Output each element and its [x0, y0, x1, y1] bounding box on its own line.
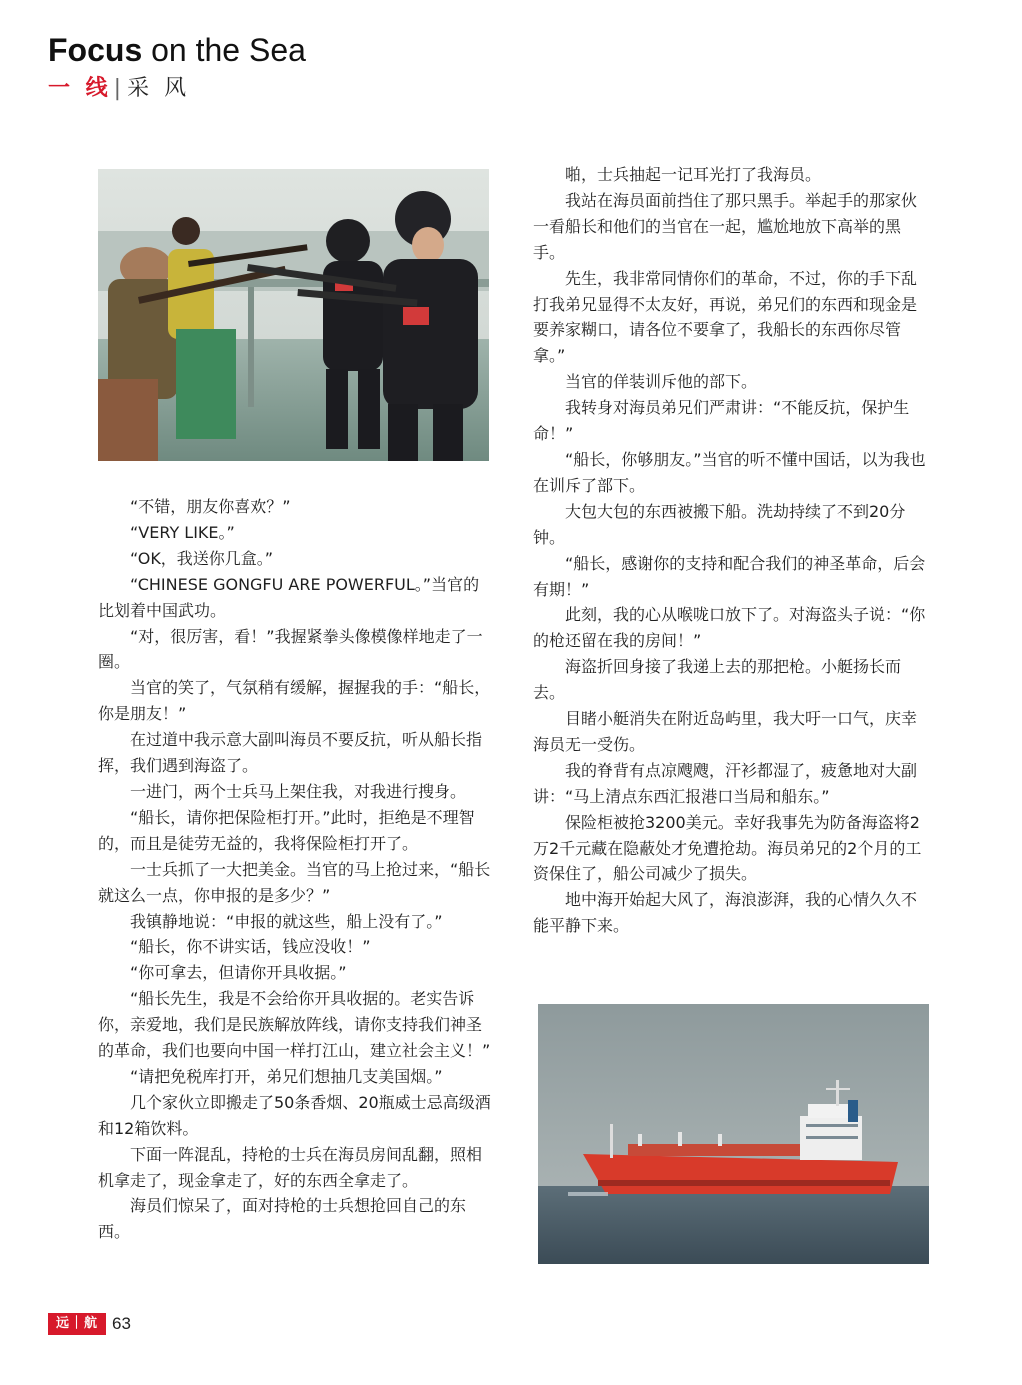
- paragraph: 保险柜被抢3200美元。幸好我事先为防备海盗将2万2千元藏在隐蔽处才免遭抢劫。海员弟兄的2个月的工资保住了，船公司减少了损失。: [533, 812, 922, 884]
- paragraph: 一进门，两个士兵马上架住我，对我进行搜身。: [130, 781, 467, 801]
- kicker-cn-red: 一 线: [48, 76, 112, 101]
- paragraph: 当官的笑了，气氛稍有缓解，握握我的手：“船长，你是朋友！”: [98, 678, 491, 724]
- paragraph: 地中海开始起大风了，海浪澎湃，我的心情久久不能平静下来。: [533, 890, 918, 936]
- paragraph: “对，很厉害，看！”我握紧拳头像模像样地走了一圈。: [98, 626, 483, 672]
- paragraph: 此刻，我的心从喉咙口放下了。对海盗头子说：“你的枪还留在我的房间！”: [533, 605, 926, 651]
- paragraph: 几个家伙立即搬走了50条香烟、20瓶威士忌高级酒和12箱饮料。: [98, 1092, 491, 1138]
- paragraph: “船长，你不讲实话，钱应没收！”: [130, 937, 371, 957]
- page-footer: [48, 1311, 131, 1337]
- soldiers-and-pirates-photo: [98, 169, 489, 461]
- paragraph: “VERY LIKE。”: [130, 522, 235, 542]
- article-right-column: [533, 162, 929, 939]
- kicker-cn-separator: |: [113, 76, 126, 101]
- paragraph: 目睹小艇消失在附近岛屿里，我大吁一口气，庆幸海员无一受伤。: [533, 709, 918, 754]
- paragraph: 当官的佯装训斥他的部下。: [565, 372, 758, 392]
- paragraph: “船长先生，我是不会给你开具收据的。老实告诉你，亲爱地，我们是民族解放阵线，请你支持我们神圣的革命，我们也要向中国一样打江山，建立社会主义！”: [98, 989, 491, 1061]
- article-left-column: [98, 494, 494, 1245]
- paragraph: 在过道中我示意大副叫海员不要反抗，听从船长指挥，我们遇到海盗了。: [98, 730, 483, 776]
- section-header: [48, 30, 306, 106]
- magazine-badge: 远｜航: [48, 1313, 106, 1335]
- paragraph: 一士兵抓了一大把美金。当官的马上抢过来，“船长就这么一点，你申报的是多少？”: [98, 859, 491, 905]
- paragraph: 啪，士兵抽起一记耳光打了我海员。: [565, 165, 822, 184]
- page-number: 63: [112, 1314, 131, 1333]
- paragraph: 先生，我非常同情你们的革命，不过，你的手下乱打我弟兄显得不太友好，再说，弟兄们的东西和现金是要养家糊口，请各位不要拿了，我船长的东西你尽管拿。”: [533, 268, 918, 366]
- paragraph: “船长，请你把保险柜打开。”此时，拒绝是不理智的，而且是徒劳无益的，我将保险柜打开了。: [98, 807, 475, 853]
- paragraph: 我站在海员面前挡住了那只黑手。举起手的那家伙一看船长和他们的当官在一起，尴尬地放下高举的黑手。: [533, 190, 918, 262]
- paragraph: 我的脊背有点凉飕飕，汗衫都湿了，疲惫地对大副讲：“马上清点东西汇报港口当局和船东。”: [533, 760, 918, 806]
- paragraph: “OK，我送你几盒。”: [130, 548, 274, 568]
- paragraph: 我转身对海员弟兄们严肃讲：“不能反抗，保护生命！”: [533, 398, 910, 444]
- paragraph: “CHINESE GONGFU ARE POWERFUL。”当官的比划着中国武功。: [98, 574, 480, 620]
- paragraph: “船长，你够朋友。”当官的听不懂中国话，以为我也在训斥了部下。: [533, 449, 926, 495]
- section-kicker-en: [48, 30, 306, 70]
- section-kicker-cn: [48, 72, 306, 106]
- paragraph: “不错，朋友你喜欢？”: [130, 497, 291, 516]
- red-tanker-ship-photo: [538, 1004, 929, 1264]
- paragraph: 我镇静地说：“申报的就这些，船上没有了。”: [130, 911, 443, 931]
- paragraph: 海员们惊呆了，面对持枪的士兵想抢回自己的东西。: [98, 1196, 467, 1242]
- paragraph: 下面一阵混乱，持枪的士兵在海员房间乱翻，照相机拿走了，现金拿走了，好的东西全拿走了。: [98, 1144, 483, 1190]
- paragraph: 大包大包的东西被搬下船。洗劫持续了不到20分钟。: [533, 501, 906, 547]
- paragraph: “你可拿去，但请你开具收据。”: [130, 963, 347, 983]
- kicker-en-rest: on the Sea: [142, 32, 306, 68]
- paragraph: “请把免税库打开，弟兄们想抽几支美国烟。”: [130, 1066, 443, 1086]
- kicker-cn-rest: 采 风: [127, 76, 191, 101]
- paragraph: “船长，感谢你的支持和配合我们的神圣革命，后会有期！”: [533, 553, 926, 599]
- paragraph: 海盗折回身接了我递上去的那把枪。小艇扬长而去。: [533, 657, 902, 703]
- kicker-en-bold: Focus: [48, 32, 143, 68]
